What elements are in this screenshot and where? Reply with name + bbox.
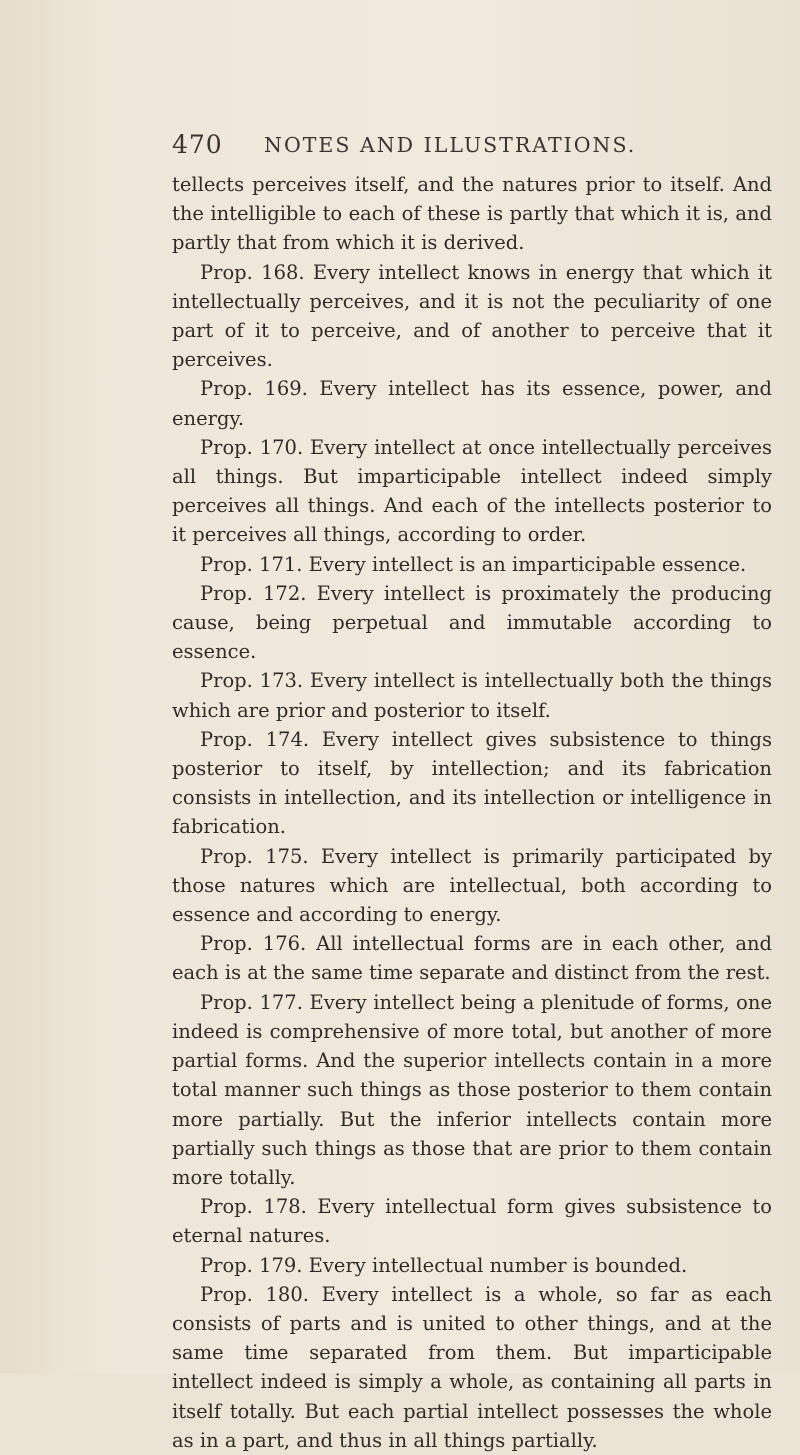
running-title: NOTES AND ILLUSTRATIONS. [264, 133, 637, 157]
paragraph-continuation: tellects perceives itself, and the natures prior to itself. And the intelligible to each of these is partly that which it is, and partly that from which it is derived. [172, 173, 772, 255]
paragraph-prop-177: Prop. 177. Every intellect being a plenitude of forms, one indeed is comprehensive of more total, but another of more partial forms. And the superior intellects contain in a more total manner such things as those posterior to them contain more partially. But the inferior intellects contain more partially such things as those that are prior to them contain more totally. [172, 990, 772, 1189]
paragraph-prop-170: Prop. 170. Every intellect at once intellectually perceives all things. But imparticipable intellect indeed simply perceives all things. And each of the intellects posterior to it perceives all things, according to order. [172, 435, 772, 547]
page-header [172, 130, 772, 160]
paragraph-prop-174: Prop. 174. Every intellect gives subsistence to things posterior to itself, by intellection; and its fabrication consists in intellection, and its intellection or intelligence in fabrication. [172, 727, 772, 839]
paragraph-prop-179: Prop. 179. Every intellectual number is bounded. [200, 1253, 688, 1277]
paragraph-prop-171: Prop. 171. Every intellect is an imparticipable essence. [200, 552, 747, 576]
paragraph-prop-169: Prop. 169. Every intellect has its essence, power, and energy. [172, 377, 772, 430]
body-text [172, 170, 772, 1455]
paragraph-prop-176: Prop. 176. All intellectual forms are in each other, and each is at the same time separate and distinct from the rest. [172, 932, 772, 985]
paragraph-prop-180: Prop. 180. Every intellect is a whole, so far as each consists of parts and is united to other things, and at the same time separated from them. But imparticipable intellect indeed is simply a whole, as containing all parts in itself totally. But each partial intellect possesses the whole as in a part, and thus in all things partially. [172, 1282, 772, 1452]
paragraph-prop-175: Prop. 175. Every intellect is primarily participated by those natures which are intellectual, both according to essence and according to energy. [172, 844, 772, 927]
paragraph-prop-168: Prop. 168. Every intellect knows in energy that which it intellectually perceives, and it is not the peculiarity of one part of it to perceive, and of another to perceive that it perceives. [172, 260, 772, 372]
paragraph-prop-173: Prop. 173. Every intellect is intellectually both the things which are prior and posterior to itself. [172, 669, 772, 722]
paragraph-prop-178: Prop. 178. Every intellectual form gives subsistence to eternal natures. [172, 1195, 772, 1248]
page-number: 470 [172, 130, 223, 159]
paragraph-prop-172: Prop. 172. Every intellect is proximately the producing cause, being perpetual and immutable according to essence. [172, 581, 772, 664]
